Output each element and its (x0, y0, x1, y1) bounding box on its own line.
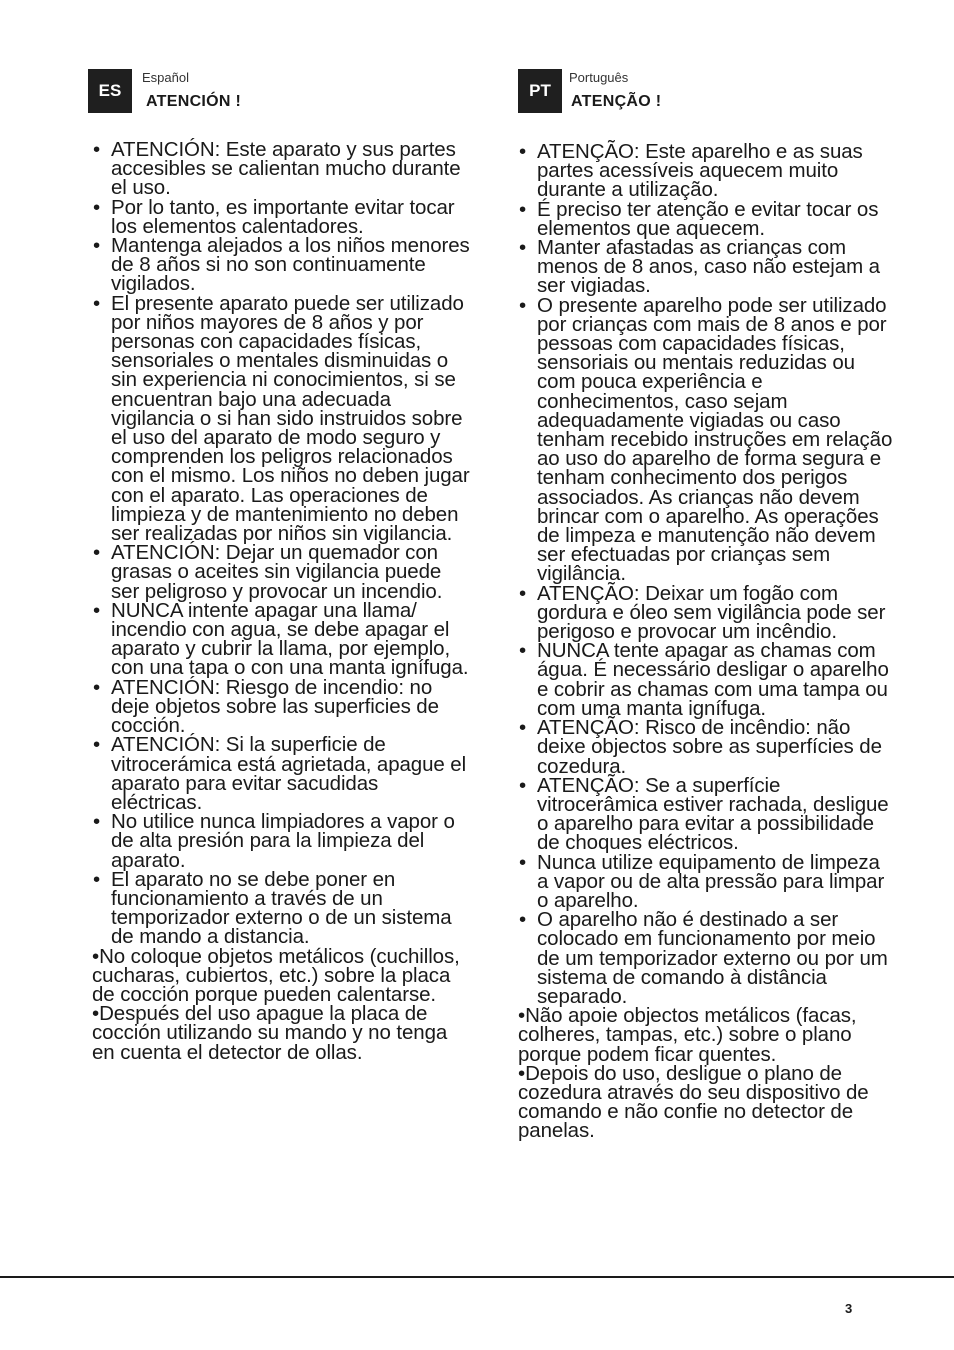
note-text: No coloque objetos metálicos (cuchillos, cucharas, cubiertos, etc.) sobre la placa de cocción porque pueden calentarse. (92, 944, 460, 1006)
note-paragraph (518, 1061, 894, 1143)
page-number: 3 (845, 1301, 853, 1316)
warnings-body-pt (518, 142, 894, 1141)
warning-item: • No utilice nunca limpiadores a vapor o de alta presión para la limpieza del aparato. (92, 812, 473, 870)
warning-item: • ATENCIÓN: Dejar un quemador con grasas o aceites sin vigilancia puede ser peligroso y provocar un incendio. (92, 543, 473, 601)
language-badge-es: ES (88, 69, 132, 113)
language-label-pt: Português (569, 70, 629, 85)
warning-item: • ATENCIÓN: Este aparato y sus partes accesibles se calientan mucho durante el uso. (92, 140, 473, 198)
warning-item: • É preciso ter atenção e evitar tocar os elementos que aquecem. (518, 200, 894, 238)
warning-item: • ATENCIÓN: Riesgo de incendio: no deje objetos sobre las superficies de cocción. (92, 678, 473, 736)
warning-item: • ATENÇÃO: Deixar um fogão com gordura e óleo sem vigilância pode ser perigoso e provocar um incêndio. (518, 584, 894, 642)
warnings-list-es (92, 140, 473, 947)
warnings-list-pt (518, 142, 894, 1006)
note-text: Não apoie objectos metálicos (facas, colheres, tampas, etc.) sobre o plano porque podem ficar quentes. (518, 1004, 857, 1066)
warning-item: • O aparelho não é destinado a ser colocado em funcionamento por meio de um temporizador externo ou por um sistema de comando à distância separado. (518, 910, 894, 1006)
section-heading-es: ATENCIÓN ! (146, 93, 242, 110)
warning-item: • ATENÇÃO: Risco de incêndio: não deixe objectos sobre as superfícies de cozedura. (518, 718, 894, 776)
note-paragraph (92, 944, 473, 1006)
warning-item: • O presente aparelho pode ser utilizado por crianças com mais de 8 anos e por pessoas com capacidades físicas, sensoriais ou mentais reduzidas ou com pouca experiência e conhecimentos, caso sejam adequadamente vigiadas ou caso tenham recebido instruções em relação ao uso do aparelho de forma segura e tenham conhecimento dos perigos associados. As crianças não devem brincar com o aparelho. As operações de limpeza e manutenção não devem ser efectuadas por crianças sem vigilância. (518, 296, 894, 584)
warning-item: • ATENÇÃO: Este aparelho e as suas partes acessíveis aquecem muito durante a utilização. (518, 142, 894, 200)
warning-item: • NUNCA tente apagar as chamas com água. É necessário desligar o aparelho e cobrir as chamas com uma tampa ou com uma manta ignífuga. (518, 641, 894, 718)
warnings-body-es (92, 140, 473, 1062)
note-paragraph (518, 1006, 894, 1064)
warning-item: • NUNCA intente apagar una llama/ incendio con agua, se debe apagar el aparato y cubrir la llama, por ejemplo, con una tapa o con una manta ignífuga. (92, 601, 473, 678)
warning-item: • Nunca utilize equipamento de limpeza a vapor ou de alta pressão para limpar o aparelho. (518, 853, 894, 911)
warning-item: • ATENCIÓN: Si la superficie de vitrocerámica está agrietada, apague el aparato para evitar sacudidas eléctricas. (92, 735, 473, 812)
warning-item: • El aparato no se debe poner en funcionamiento a través de un temporizador externo o de un sistema de mando a distancia. (92, 870, 473, 947)
footer-divider (0, 1276, 954, 1278)
warning-item: • Por lo tanto, es importante evitar tocar los elementos calentadores. (92, 198, 473, 236)
warning-item: • Mantenga alejados a los niños menores de 8 años si no son continuamente vigilados. (92, 236, 473, 294)
language-badge-pt: PT (518, 69, 562, 113)
note-text: Después del uso apague la placa de cocción utilizando su mando y no tenga en cuenta el detector de ollas. (92, 1002, 448, 1064)
warning-item: • Manter afastadas as crianças com menos de 8 anos, caso não estejam a ser vigiadas. (518, 238, 894, 296)
language-label-es: Español (142, 70, 189, 85)
section-heading-pt: ATENÇÃO ! (571, 93, 662, 110)
note-paragraph (92, 1004, 473, 1062)
warning-item: • El presente aparato puede ser utilizado por niños mayores de 8 años y por personas con capacidades físicas, sensoriales o mentales disminuidas o sin experiencia ni conocimientos, si se encuentran bajo una adecuada vigilancia o si han sido instruidos sobre el uso del aparato de modo seguro y comprenden los peligros relacionados con el mismo. Los niños no deben jugar con el aparato. Las operaciones de limpieza y de mantenimiento no deben ser realizadas por niños sin vigilancia. (92, 294, 473, 544)
note-text: Depois do uso, desligue o plano de cozedura através do seu dispositivo de comando e não confie no detector de panelas. (518, 1061, 869, 1143)
warning-item: • ATENÇÃO: Se a superfície vitrocerâmica estiver rachada, desligue o aparelho para evitar a possibilidade de choques eléctricos. (518, 776, 894, 853)
